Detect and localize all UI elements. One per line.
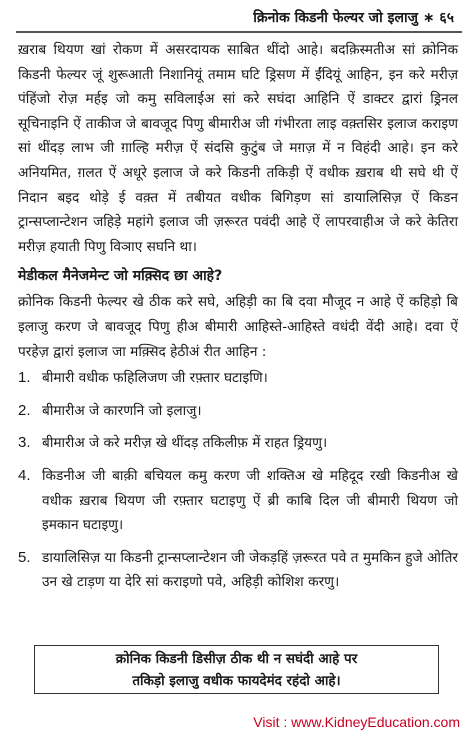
list-item-text: बीमारीअ जे करे मरीज़ खे थींदड़ तकिलीफ़ में राहत ड्रियणु। [42,435,328,452]
list-item [18,431,458,456]
list-item-text: डायालिसिज़ या किडनी ट्रान्सप्लान्टेशन जी जेकड़हिं ज़रूरत पवे त मुमकिन हुजे ओतिर उन खे टाड़ण या देरि सां कराइणो पवे, अहिड़ी कोशिश करणु। [42,549,458,591]
list-item-number: 2. [18,401,31,419]
goals-list [18,366,458,595]
section-paragraph: क्रोनिक किडनी फेल्यर खे ठीक करे सघे, अहिड़ी का बि दवा मौजूद न आहे ऐं कहिड़ो बि इलाजु करण जे बावजूद पिणु हीअ बीमारी आहिस्ते-आहिस्ते वधंदी वेंदी आहे। दवा ऐं परहेज़ द्वारां इलाज जा मक़्सिद हेठीअं रीत आहिन : [18,294,458,360]
page-header [0,8,474,30]
list-item-number: 4. [18,466,31,484]
running-header-title: क्रिनोक किडनी फेल्यर जो इलाजु ∗ ६५ [253,10,454,26]
page-content [18,38,458,603]
highlight-box [34,645,439,694]
highlight-line-2: तकिड़ो इलाजु वधीक फायदेमंद रहंदो आहे। [132,673,341,689]
list-item [18,366,458,391]
list-item [18,464,458,538]
list-item-text: बीमारीअ जे कारणनि जो इलाजु। [42,402,202,419]
list-item-text: किडनीअ जी बाक़ी बचियल कमु करण जी शक्तिअ खे महिदूद रखी किडनीअ खे वधीक ख़राब थियण जी रफ़्तार घटाइणु ऐं ब्री काबि दिल जी बीमारी थियण जो इमकान घटाइणु। [42,467,458,534]
list-item-text: बीमारी वधीक फहिलिजण जी रफ़्तार घटाइणि। [42,370,268,387]
list-item-number: 3. [18,434,31,452]
highlight-line-1: क्रोनिक किडनी डिसीज़ ठीक थी न सघंदी आहे पर [115,651,358,667]
list-item [18,546,458,595]
list-item-number: 5. [18,548,31,566]
footer-website[interactable]: Visit : www.KidneyEducation.com [253,714,460,730]
intro-paragraph: ख़राब थियण खां रोकण में असरदायक साबित थींदो आहे। बदक़िस्मतीअ सां क्रोनिक किडनी फेल्यर जूं शुरूआती निशानियूं तमाम घटि ड्रिसण में ईंदियूं आहिन, इन करे मरीज़ पंहिंजो रोज़ मर्हइ जो कमु सविलाईअ सां करे सघंदा आहिनि ऐं डाक्टर द्वारां ड्रिनल सूचिनाइनि ऐं ताकीज जे बावजूद पिणु बीमारीअ जी गंभीरता लाइ वक़्तसिर इलाज कराइण सां थींदड़ लाभ जी ग़ाल्हि मरीज़ ऐं संदसि कुटुंब जे मग़ज़ में न विहंदी आहे। इन करे अनियमित, ग़लत ऐं अधूरे इलाज जे करे किडनी तकिड़ी ऐं वधीक ख़राब थी सघे थी ऐं निदान बइद थोड़े ई वक़्त में तबीयत वधीक बिगिड़ण सां डायालिसिज़ ऐं किडन ट्रान्सप्लान्टेशन जहिड़े महांगे इलाज जी ज़रूरत पवंदी आहे ऐं लापरवाहीअ जे करे केतिरा मरीज़ हयाती पिणु विञाए सघनि था। [18,42,458,255]
header-rule [16,31,462,33]
list-item [18,399,458,424]
section-heading: मेडीकल मैनेजमेन्ट जो मक़्सिद छा आहे? [18,268,223,285]
list-item-number: 1. [18,369,31,387]
